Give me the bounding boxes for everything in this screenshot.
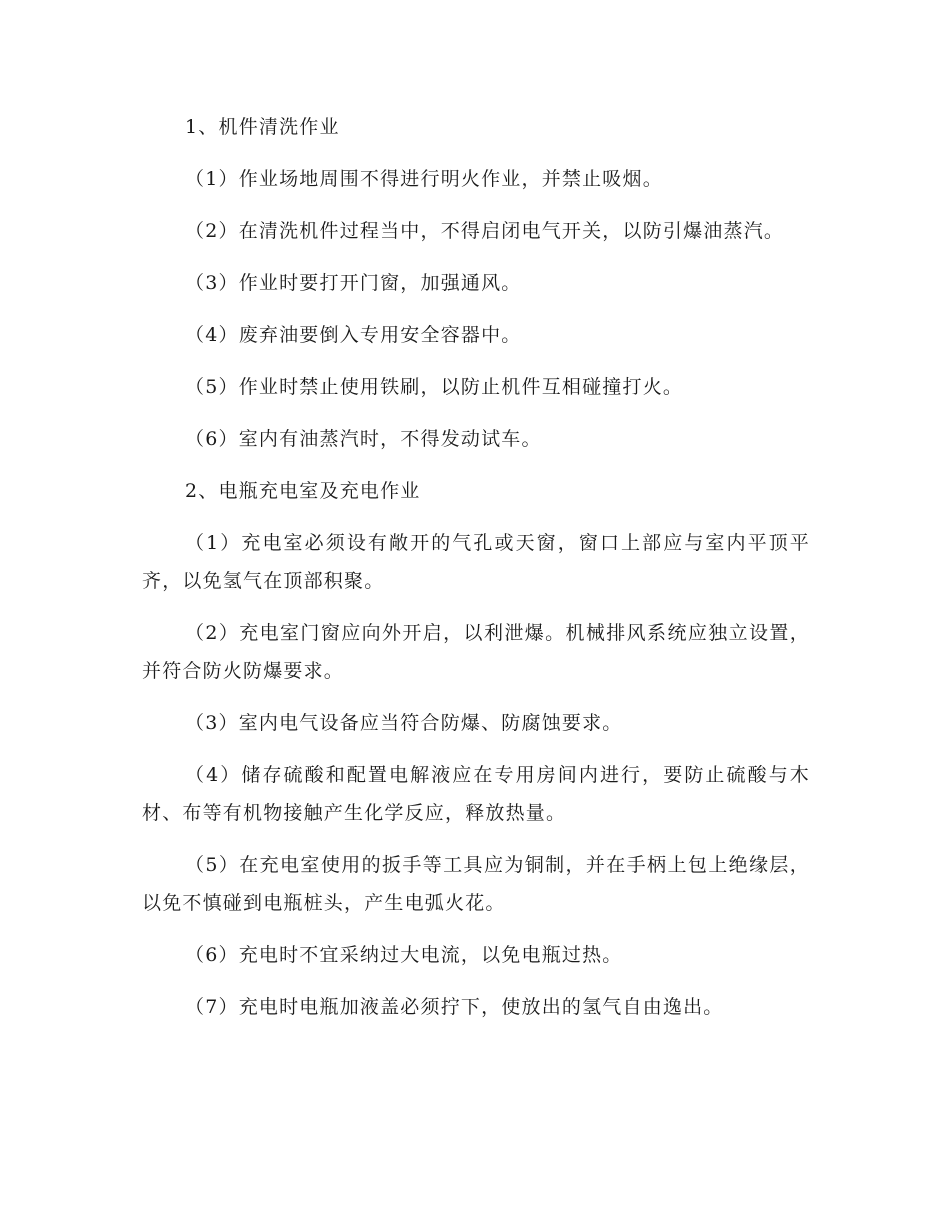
section-heading-battery-charging: 2、电瓶充电室及充电作业: [185, 480, 421, 502]
cleaning-rule-4: （4）废弃油要倒入专用安全容器中。: [185, 324, 522, 346]
charging-rule-6: （6）充电时不宜采纳过大电流，以免电瓶过热。: [185, 944, 623, 966]
charging-rule-4: （4）储存硫酸和配置电解液应在专用房间内进行，要防止硫酸与木材、布等有机物接触产生化学反应，释放热量。: [142, 764, 810, 824]
cleaning-rule-5: （5）作业时禁止使用铁刷，以防止机件互相碰撞打火。: [185, 376, 684, 398]
cleaning-rule-2: （2）在清洗机件过程当中，不得启闭电气开关，以防引爆油蒸汽。: [185, 220, 785, 242]
charging-rule-3: （3）室内电气设备应当符合防爆、防腐蚀要求。: [185, 712, 623, 734]
cleaning-rule-3: （3）作业时要打开门窗，加强通风。: [185, 272, 522, 294]
charging-rule-5: （5）在充电室使用的扳手等工具应为铜制，并在手柄上包上绝缘层，以免不慎碰到电瓶桩头，产生电弧火花。: [142, 854, 810, 914]
document-body: [142, 108, 810, 1040]
charging-rule-2: （2）充电室门窗应向外开启，以利泄爆。机械排风系统应独立设置，并符合防火防爆要求。: [142, 622, 810, 682]
cleaning-rule-6: （6）室内有油蒸汽时，不得发动试车。: [185, 428, 542, 450]
cleaning-rule-1: （1）作业场地周围不得进行明火作业，并禁止吸烟。: [185, 168, 663, 190]
charging-rule-1: （1）充电室必须设有敞开的气孔或天窗，窗口上部应与室内平顶平齐，以免氢气在顶部积聚。: [142, 532, 810, 592]
section-heading-cleaning: 1、机件清洗作业: [185, 116, 340, 138]
charging-rule-7: （7）充电时电瓶加液盖必须拧下，使放出的氢气自由逸出。: [185, 996, 724, 1018]
